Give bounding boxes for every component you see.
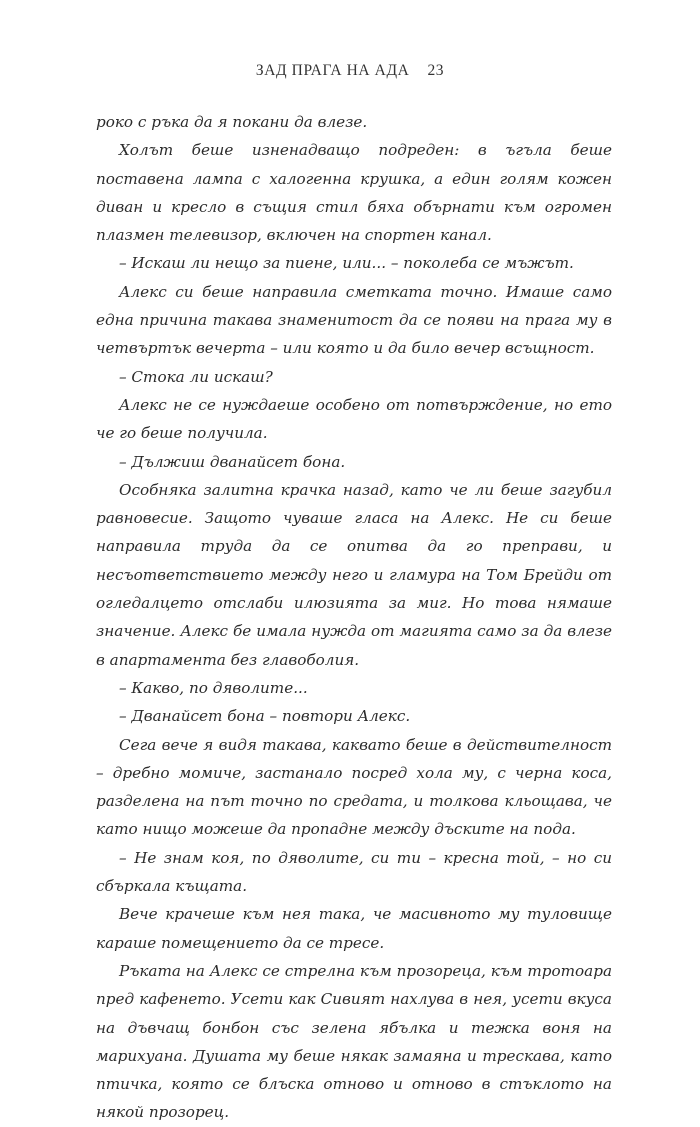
running-head: [0, 62, 700, 80]
dialogue-line: – Не знам коя, по дяволите, си ти – кресна той, – но си сбъркала къщата.: [96, 848, 612, 896]
page-number: 23: [427, 62, 445, 79]
dialogue-line: – Дължиш дванайсет бона.: [119, 452, 346, 471]
running-head-title: ЗАД ПРАГА НА АДА: [255, 62, 410, 79]
page-body: [96, 108, 612, 1127]
paragraph: Сега вече я видя такава, каквато беше в действителност – дребно момиче, застанало посред хола му, с черна коса, разделена на път точно по средата, и толкова кльощава, че като нищо можеше да пропадне между дъските на пода.: [96, 735, 612, 839]
paragraph: Особняка залитна крачка назад, като че ли беше загубил равновесие. Защото чуваше гласа на Алекс. Не си беше направила труда да се опитва да го преправи, и несъответствието между него и гламура на Том Брейди от огледалцето отслаби илюзията за миг. Но това нямаше значение. Алекс бе имала нужда от магията само за да влезе в апартамента без главоболия.: [96, 480, 612, 669]
paragraph: Холът беше изненадващо подреден: в ъгъла беше поставена лампа с халогенна крушка, а един голям кожен диван и кресло в същия стил бяха обърнати към огромен плазмен телевизор, включен на спортен канал.: [96, 141, 612, 245]
paragraph: Вече крачеше към нея така, че масивното му туловище караше помещението да се тресе.: [96, 905, 612, 952]
dialogue-line: – Дванайсет бона – повтори Алекс.: [119, 707, 411, 726]
dialogue-line: – Искаш ли нещо за пиене, или... – поколеба се мъжът.: [119, 254, 574, 273]
paragraph: Алекс не се нуждаеше особено от потвърждение, но ето че го беше получила.: [96, 395, 612, 443]
paragraph: Алекс си беше направила сметката точно. Имаше само една причина такава знаменитост да се появи на прага му в четвъртък вечерта – или която и да било вечер всъщност.: [96, 282, 612, 358]
dialogue-line: – Стока ли искаш?: [119, 367, 273, 386]
paragraph: Ръката на Алекс се стрелна към прозореца, към тротоара пред кафенето. Усети как Сивият нахлува в нея, усети вкуса на дъвчащ бонбон със зелена ябълка и тежка воня на марихуана. Душата му беше някак замаяна и трескава, като птичка, която се блъска отново и отново в стъклото на някой прозорец.: [96, 961, 612, 1122]
paragraph: роко с ръка да я покани да влезе.: [96, 113, 368, 131]
dialogue-line: – Какво, по дяволите...: [119, 678, 308, 697]
